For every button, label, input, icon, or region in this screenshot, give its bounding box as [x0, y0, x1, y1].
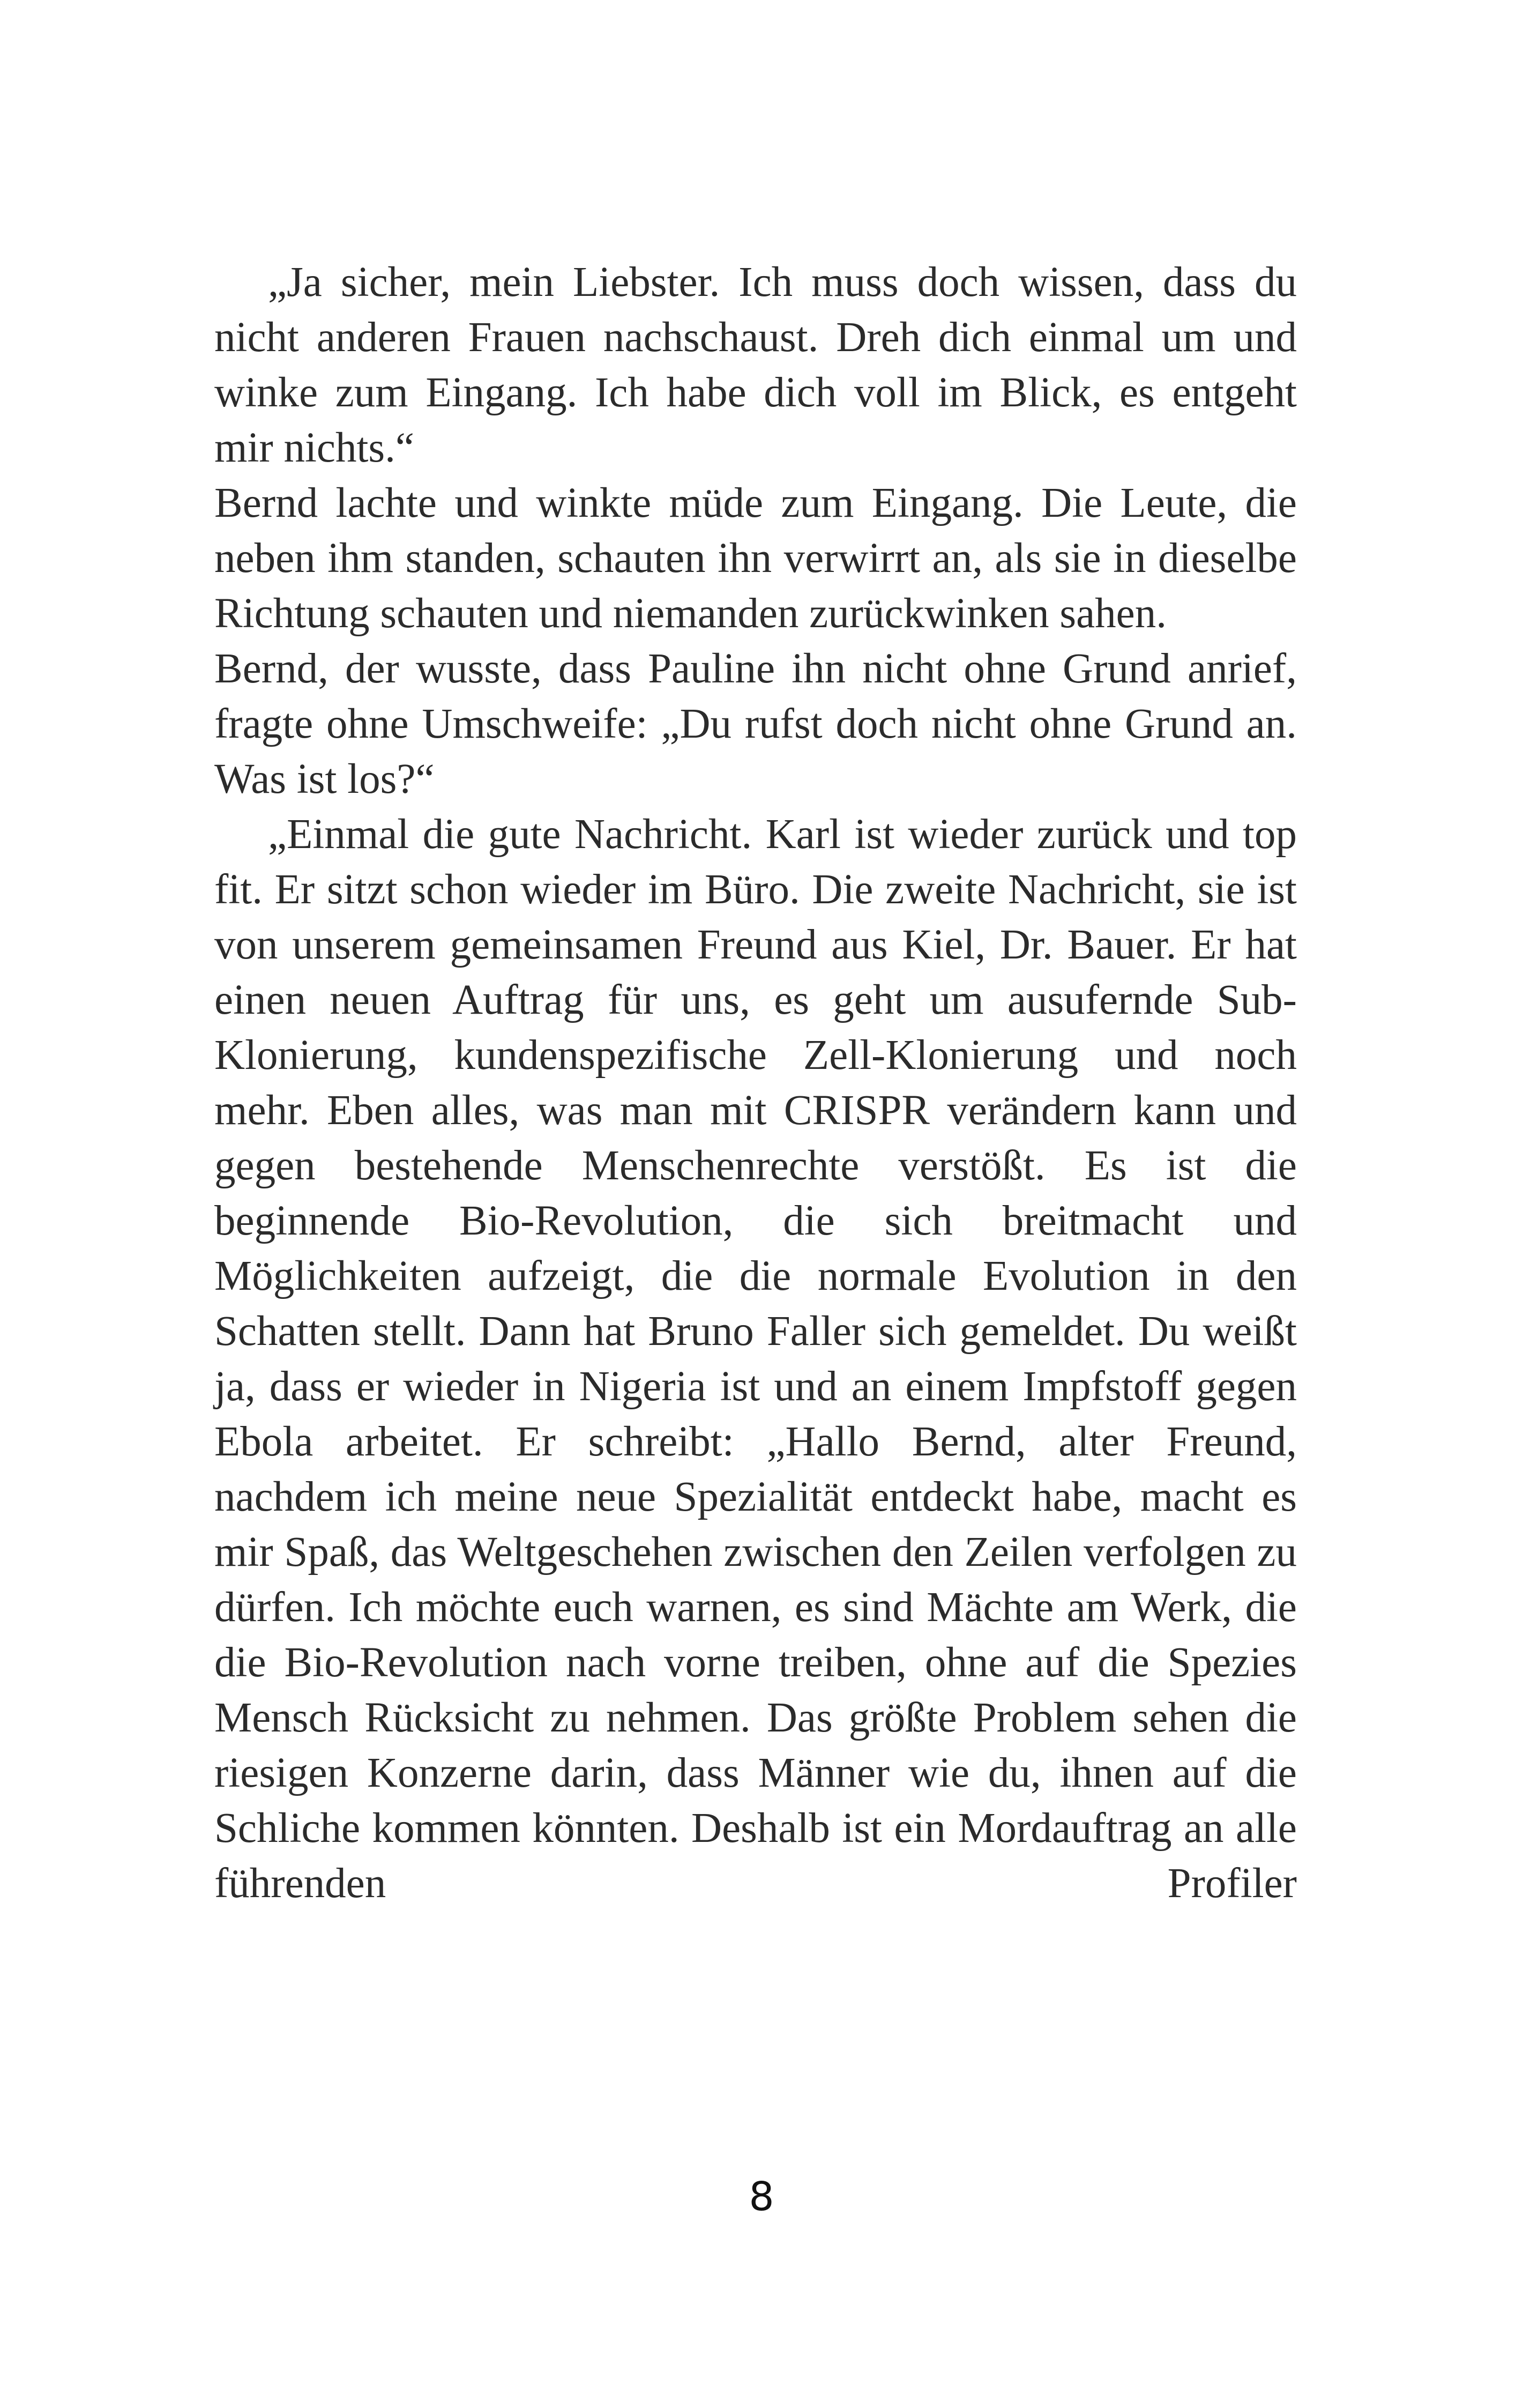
- page-number: 8: [749, 2174, 774, 2220]
- paragraph-4: „Einmal die gute Nachricht. Karl ist wieder zurück und top fit. Er sitzt schon wieder im Büro. Die zweite Nachricht, sie ist von unserem gemeinsamen Freund aus Kiel, Dr. Bauer. Er hat einen neuen Auftrag für uns, es geht um ausufernde Sub-Klonierung, kundenspezifische Zell-Klonierung und noch mehr. Eben alles, was man mit CRISPR verändern kann und gegen bestehende Menschenrechte verstößt. Es ist die beginnende Bio-Revolution, die sich breitmacht und Möglichkeiten aufzeigt, die die normale Evolution in den Schatten stellt. Dann hat Bruno Faller sich gemeldet. Du weißt ja, dass er wieder in Nigeria ist und an einem Impfstoff gegen Ebola arbeitet. Er schreibt: „Hallo Bernd, alter Freund, nachdem ich meine neue Spezialität entdeckt habe, macht es mir Spaß, das Weltgeschehen zwischen den Zeilen verfolgen zu dürfen. Ich möchte euch warnen, es sind Mächte am Werk, die die Bio-Revolution nach vorne treiben, ohne auf die Spezies Mensch Rücksicht zu nehmen. Das größte Problem sehen die riesigen Konzerne darin, dass Männer wie du, ihnen auf die Schliche kommen könnten. Deshalb ist ein Mordauftrag an alle führenden Profiler: [214, 811, 1297, 1907]
- body-text: [214, 255, 1297, 1911]
- paragraph-2: Bernd lachte und winkte müde zum Eingang. Die Leute, die neben ihm standen, schauten ihn verwirrt an, als sie in dieselbe Richtung schauten und niemanden zurückwinken sahen.: [214, 480, 1297, 637]
- paragraph-3: Bernd, der wusste, dass Pauline ihn nicht ohne Grund anrief, fragte ohne Umschweife: „Du rufst doch nicht ohne Grund an. Was ist los?“: [214, 645, 1297, 802]
- paragraph-1: „Ja sicher, mein Liebster. Ich muss doch wissen, dass du nicht anderen Frauen nachschaust. Dreh dich einmal um und winke zum Eingang. Ich habe dich voll im Blick, es entgeht mir nichts.“: [214, 259, 1297, 471]
